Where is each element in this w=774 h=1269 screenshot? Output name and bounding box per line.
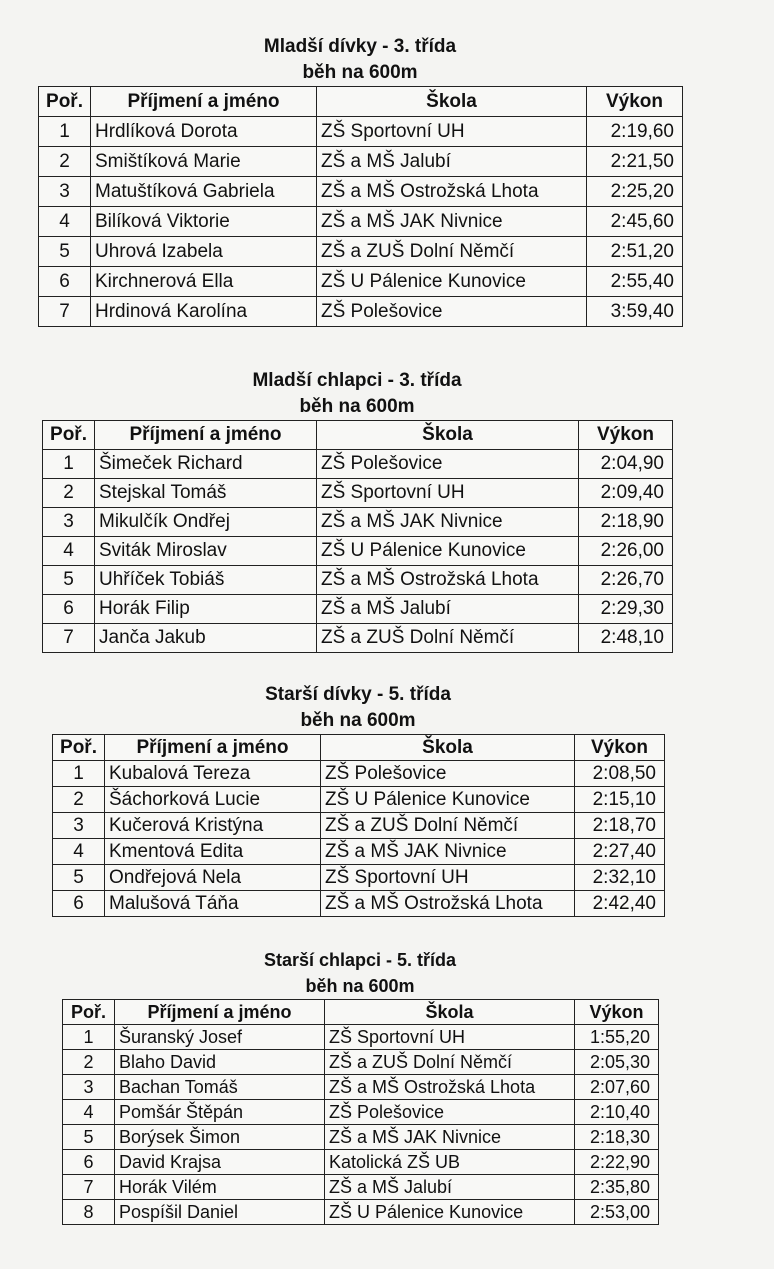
header-school: Škola — [325, 1000, 575, 1025]
cell-position: 5 — [43, 566, 95, 595]
table-row — [53, 813, 665, 839]
cell-name: Uhříček Tobiáš — [95, 566, 317, 595]
cell-position: 1 — [53, 761, 105, 787]
cell-result: 2:09,40 — [579, 479, 673, 508]
table-row — [53, 865, 665, 891]
cell-name: Blaho David — [115, 1050, 325, 1075]
cell-position: 5 — [63, 1125, 115, 1150]
cell-position: 6 — [53, 891, 105, 917]
cell-school: ZŠ a ZUŠ Dolní Němčí — [325, 1050, 575, 1075]
cell-result: 2:19,60 — [587, 117, 683, 147]
results-section — [52, 682, 664, 917]
cell-result: 3:59,40 — [587, 297, 683, 327]
table-row — [39, 117, 683, 147]
cell-position: 2 — [39, 147, 91, 177]
header-position: Poř. — [39, 87, 91, 117]
table-row — [39, 147, 683, 177]
cell-name: Kučerová Kristýna — [105, 813, 321, 839]
cell-result: 2:18,70 — [575, 813, 665, 839]
header-school: Škola — [317, 421, 579, 450]
cell-result: 2:45,60 — [587, 207, 683, 237]
table-row — [63, 1050, 659, 1075]
cell-result: 2:35,80 — [575, 1175, 659, 1200]
cell-position: 4 — [53, 839, 105, 865]
cell-school: ZŠ Polešovice — [321, 761, 575, 787]
cell-school: ZŠ a MŠ Jalubí — [325, 1175, 575, 1200]
cell-school: ZŠ a MŠ Ostrožská Lhota — [325, 1075, 575, 1100]
table-row — [63, 1075, 659, 1100]
table-row — [39, 207, 683, 237]
table-row — [53, 787, 665, 813]
table-row — [43, 537, 673, 566]
cell-school: ZŠ a MŠ JAK Nivnice — [321, 839, 575, 865]
cell-position: 3 — [63, 1075, 115, 1100]
cell-result: 2:51,20 — [587, 237, 683, 267]
section-title: Starší dívky - 5. třída — [265, 684, 451, 705]
results-section — [62, 947, 658, 1225]
table-row — [39, 237, 683, 267]
table-row — [53, 761, 665, 787]
cell-name: Mikulčík Ondřej — [95, 508, 317, 537]
cell-name: Bachan Tomáš — [115, 1075, 325, 1100]
cell-name: Šuranský Josef — [115, 1025, 325, 1050]
cell-position: 6 — [43, 595, 95, 624]
results-table — [52, 734, 665, 917]
section-title: Mladší chlapci - 3. třída — [252, 370, 462, 391]
cell-result: 2:18,90 — [579, 508, 673, 537]
table-row — [63, 1200, 659, 1225]
cell-name: Kirchnerová Ella — [91, 267, 317, 297]
table-row — [43, 450, 673, 479]
cell-result: 2:15,10 — [575, 787, 665, 813]
table-row — [63, 1150, 659, 1175]
section-title: Starší chlapci - 5. třída — [263, 950, 457, 970]
cell-position: 1 — [63, 1025, 115, 1050]
table-row — [43, 624, 673, 653]
cell-result: 2:48,10 — [579, 624, 673, 653]
cell-school: ZŠ a MŠ Ostrožská Lhota — [317, 566, 579, 595]
header-school: Škola — [321, 735, 575, 761]
cell-result: 1:55,20 — [575, 1025, 659, 1050]
cell-position: 7 — [43, 624, 95, 653]
header-name: Příjmení a jméno — [91, 87, 317, 117]
cell-school: ZŠ Sportovní UH — [317, 117, 587, 147]
cell-name: Kubalová Tereza — [105, 761, 321, 787]
header-name: Příjmení a jméno — [115, 1000, 325, 1025]
header-result: Výkon — [575, 1000, 659, 1025]
cell-result: 2:21,50 — [587, 147, 683, 177]
cell-position: 4 — [63, 1100, 115, 1125]
cell-school: ZŠ Sportovní UH — [317, 479, 579, 508]
cell-school: ZŠ U Pálenice Kunovice — [321, 787, 575, 813]
header-position: Poř. — [63, 1000, 115, 1025]
cell-position: 2 — [63, 1050, 115, 1075]
section-discipline: běh na 600m — [302, 62, 418, 83]
cell-school: ZŠ a MŠ JAK Nivnice — [317, 508, 579, 537]
cell-school: Katolická ZŠ UB — [325, 1150, 575, 1175]
cell-result: 2:26,00 — [579, 537, 673, 566]
cell-position: 4 — [39, 207, 91, 237]
cell-school: ZŠ a ZUŠ Dolní Němčí — [321, 813, 575, 839]
cell-position: 5 — [53, 865, 105, 891]
cell-name: Šáchorková Lucie — [105, 787, 321, 813]
cell-result: 2:07,60 — [575, 1075, 659, 1100]
header-name: Příjmení a jméno — [105, 735, 321, 761]
cell-school: ZŠ a MŠ Jalubí — [317, 147, 587, 177]
cell-name: Ondřejová Nela — [105, 865, 321, 891]
cell-name: Matuštíková Gabriela — [91, 177, 317, 207]
cell-name: Kmentová Edita — [105, 839, 321, 865]
cell-name: Janča Jakub — [95, 624, 317, 653]
table-row — [63, 1125, 659, 1150]
cell-name: Bilíková Viktorie — [91, 207, 317, 237]
table-row — [43, 566, 673, 595]
cell-position: 3 — [53, 813, 105, 839]
cell-school: ZŠ Polešovice — [317, 297, 587, 327]
table-row — [63, 1025, 659, 1050]
cell-position: 3 — [39, 177, 91, 207]
cell-position: 2 — [53, 787, 105, 813]
header-position: Poř. — [53, 735, 105, 761]
table-row — [39, 267, 683, 297]
results-section — [38, 34, 682, 327]
cell-name: Hrdlíková Dorota — [91, 117, 317, 147]
header-result: Výkon — [575, 735, 665, 761]
cell-position: 6 — [63, 1150, 115, 1175]
cell-school: ZŠ U Pálenice Kunovice — [325, 1200, 575, 1225]
table-row — [53, 891, 665, 917]
table-row — [43, 595, 673, 624]
cell-result: 2:05,30 — [575, 1050, 659, 1075]
cell-school: ZŠ Polešovice — [325, 1100, 575, 1125]
cell-school: ZŠ a MŠ JAK Nivnice — [317, 207, 587, 237]
cell-result: 2:29,30 — [579, 595, 673, 624]
header-position: Poř. — [43, 421, 95, 450]
cell-result: 2:53,00 — [575, 1200, 659, 1225]
table-row — [43, 508, 673, 537]
cell-result: 2:22,90 — [575, 1150, 659, 1175]
cell-position: 6 — [39, 267, 91, 297]
cell-position: 4 — [43, 537, 95, 566]
header-result: Výkon — [587, 87, 683, 117]
table-row — [43, 479, 673, 508]
cell-position: 3 — [43, 508, 95, 537]
table-row — [39, 297, 683, 327]
table-header-row — [53, 735, 665, 761]
cell-position: 1 — [43, 450, 95, 479]
cell-result: 2:42,40 — [575, 891, 665, 917]
cell-name: Borýsek Šimon — [115, 1125, 325, 1150]
cell-name: Horák Filip — [95, 595, 317, 624]
table-header-row — [39, 87, 683, 117]
cell-result: 2:55,40 — [587, 267, 683, 297]
cell-result: 2:08,50 — [575, 761, 665, 787]
results-table — [62, 999, 659, 1225]
cell-name: Malušová Táňa — [105, 891, 321, 917]
cell-name: Sviták Miroslav — [95, 537, 317, 566]
section-discipline: běh na 600m — [299, 396, 415, 417]
cell-name: David Krajsa — [115, 1150, 325, 1175]
cell-school: ZŠ a MŠ Jalubí — [317, 595, 579, 624]
results-section — [42, 368, 672, 653]
results-table — [42, 420, 673, 653]
table-row — [39, 177, 683, 207]
cell-result: 2:27,40 — [575, 839, 665, 865]
cell-school: ZŠ Sportovní UH — [321, 865, 575, 891]
cell-name: Uhrová Izabela — [91, 237, 317, 267]
cell-result: 2:10,40 — [575, 1100, 659, 1125]
header-school: Škola — [317, 87, 587, 117]
cell-school: ZŠ a ZUŠ Dolní Němčí — [317, 624, 579, 653]
cell-position: 5 — [39, 237, 91, 267]
cell-school: ZŠ a MŠ Ostrožská Lhota — [317, 177, 587, 207]
table-header-row — [43, 421, 673, 450]
cell-school: ZŠ a ZUŠ Dolní Němčí — [317, 237, 587, 267]
cell-school: ZŠ Polešovice — [317, 450, 579, 479]
cell-school: ZŠ U Pálenice Kunovice — [317, 267, 587, 297]
cell-result: 2:04,90 — [579, 450, 673, 479]
cell-name: Horák Vilém — [115, 1175, 325, 1200]
cell-school: ZŠ Sportovní UH — [325, 1025, 575, 1050]
cell-position: 7 — [63, 1175, 115, 1200]
cell-name: Pospíšil Daniel — [115, 1200, 325, 1225]
cell-name: Stejskal Tomáš — [95, 479, 317, 508]
cell-result: 2:25,20 — [587, 177, 683, 207]
cell-position: 7 — [39, 297, 91, 327]
section-discipline: běh na 600m — [300, 710, 416, 731]
cell-name: Hrdinová Karolína — [91, 297, 317, 327]
cell-school: ZŠ a MŠ Ostrožská Lhota — [321, 891, 575, 917]
cell-school: ZŠ a MŠ JAK Nivnice — [325, 1125, 575, 1150]
table-row — [63, 1100, 659, 1125]
cell-name: Šimeček Richard — [95, 450, 317, 479]
table-header-row — [63, 1000, 659, 1025]
section-title: Mladší dívky - 3. třída — [263, 36, 457, 57]
cell-position: 1 — [39, 117, 91, 147]
table-row — [63, 1175, 659, 1200]
cell-result: 2:32,10 — [575, 865, 665, 891]
cell-result: 2:26,70 — [579, 566, 673, 595]
cell-position: 2 — [43, 479, 95, 508]
section-discipline: běh na 600m — [305, 976, 415, 996]
cell-result: 2:18,30 — [575, 1125, 659, 1150]
cell-name: Pomšár Štěpán — [115, 1100, 325, 1125]
cell-position: 8 — [63, 1200, 115, 1225]
header-name: Příjmení a jméno — [95, 421, 317, 450]
cell-name: Smištíková Marie — [91, 147, 317, 177]
cell-school: ZŠ U Pálenice Kunovice — [317, 537, 579, 566]
header-result: Výkon — [579, 421, 673, 450]
results-table — [38, 86, 683, 327]
table-row — [53, 839, 665, 865]
